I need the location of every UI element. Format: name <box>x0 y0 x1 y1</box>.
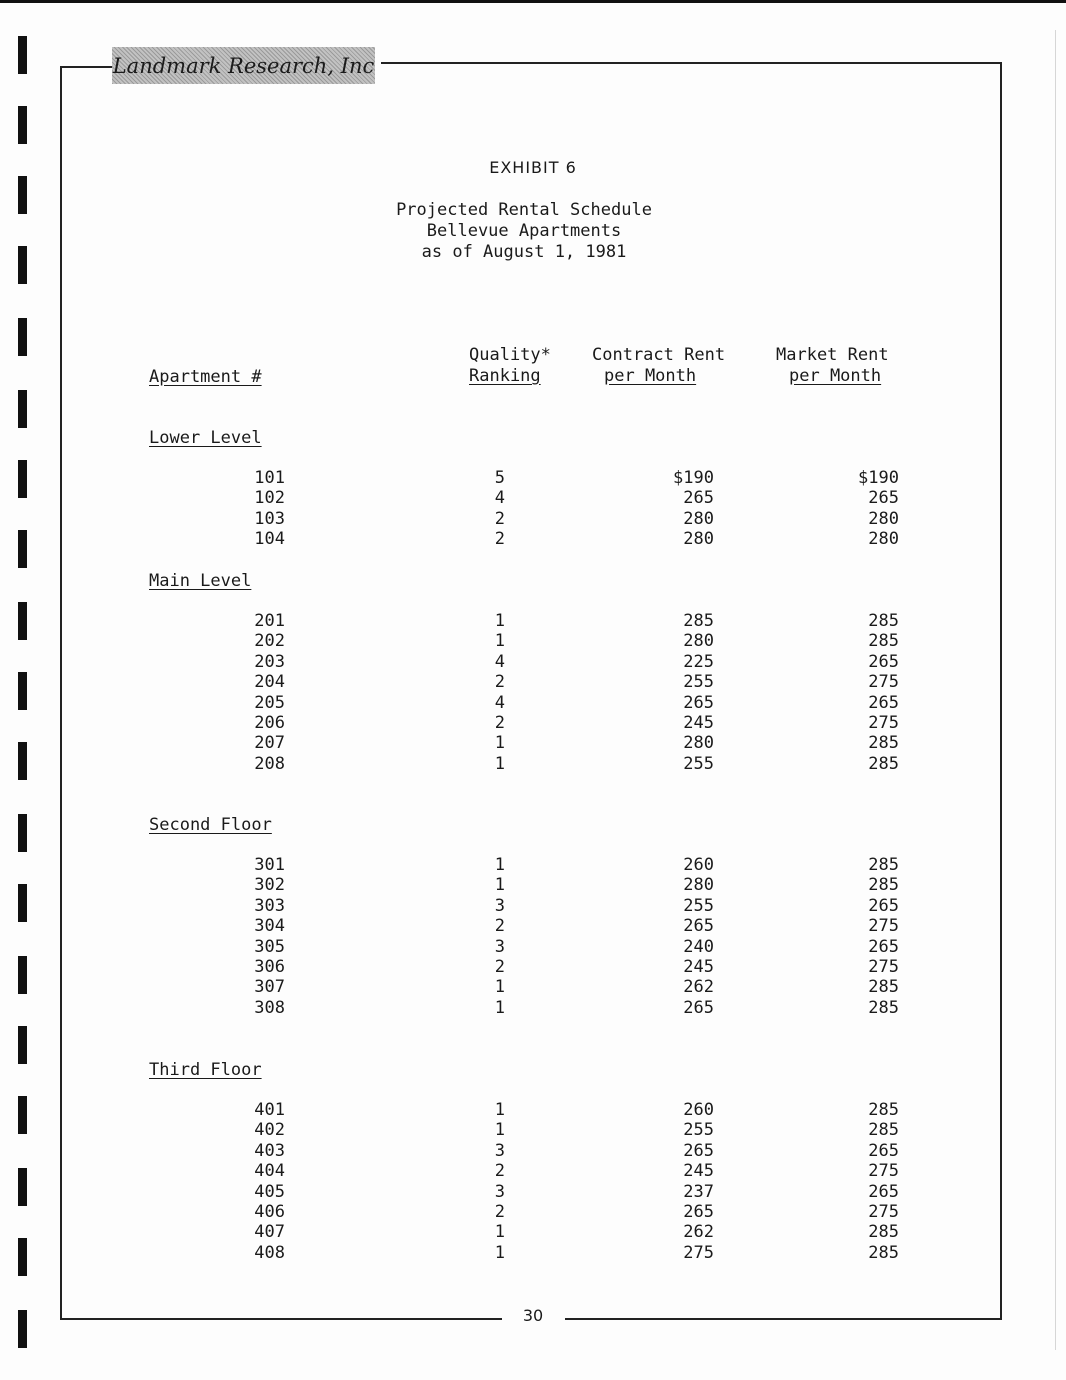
contract-rent-cell: 265 <box>683 488 714 509</box>
quality-ranking-cell: 2 <box>494 508 505 529</box>
binding-hole <box>18 956 27 994</box>
table-row <box>149 855 1019 875</box>
market-rent-cell: 265 <box>868 936 899 957</box>
quality-ranking-cell: 2 <box>494 916 505 937</box>
column-header-ranking: Ranking <box>469 366 541 386</box>
schedule-title: Projected Rental Schedule <box>396 200 652 220</box>
table-row <box>149 488 1019 508</box>
market-rent-cell: 285 <box>868 1100 899 1120</box>
table-row <box>149 611 1019 631</box>
contract-rent-cell: 240 <box>683 936 714 957</box>
table-row <box>149 1141 1019 1161</box>
quality-ranking-cell: 3 <box>494 936 505 957</box>
market-rent-cell: 265 <box>868 651 899 672</box>
market-rent-cell: 285 <box>868 977 899 998</box>
apartment-number-cell: 308 <box>254 997 285 1018</box>
quality-ranking-cell: 1 <box>494 631 505 652</box>
binding-hole <box>18 742 27 780</box>
market-rent-cell: 285 <box>868 1242 899 1263</box>
contract-rent-cell: 262 <box>683 1222 714 1243</box>
market-rent-cell: 285 <box>868 733 899 754</box>
quality-ranking-cell: 4 <box>494 692 505 713</box>
market-rent-cell: 280 <box>868 529 899 550</box>
binding-hole <box>18 602 27 640</box>
section-label: Main Level <box>149 571 252 591</box>
quality-ranking-cell: 1 <box>494 1222 505 1243</box>
binding-hole <box>18 390 27 428</box>
contract-rent-cell: 245 <box>683 712 714 733</box>
market-rent-cell: 265 <box>868 895 899 916</box>
quality-ranking-cell: 1 <box>494 977 505 998</box>
contract-rent-cell: 260 <box>683 1100 714 1120</box>
table-row <box>149 509 1019 529</box>
column-header-market-per-month: per Month <box>789 366 882 386</box>
table-row <box>149 713 1019 733</box>
apartment-number-cell: 301 <box>254 855 285 875</box>
table-row <box>149 1120 1019 1140</box>
apartment-number-cell: 207 <box>254 733 285 754</box>
apartment-number-cell: 302 <box>254 875 285 896</box>
contract-rent-cell: 275 <box>683 1242 714 1263</box>
binding-hole <box>18 1238 27 1276</box>
rental-rows <box>149 1100 1019 1263</box>
quality-ranking-cell: 4 <box>494 651 505 672</box>
apartment-number-cell: 405 <box>254 1181 285 1202</box>
table-row <box>149 916 1019 936</box>
page-number: 30 <box>522 1306 544 1325</box>
binding-hole <box>18 1310 27 1348</box>
contract-rent-cell: 265 <box>683 1140 714 1161</box>
column-header-contract-per-month: per Month <box>604 366 697 386</box>
market-rent-cell: 275 <box>868 712 899 733</box>
quality-ranking-cell: 2 <box>494 712 505 733</box>
market-rent-cell: 285 <box>868 997 899 1018</box>
binding-hole <box>18 884 27 922</box>
quality-ranking-cell: 1 <box>494 733 505 754</box>
market-rent-cell: 265 <box>868 1140 899 1161</box>
table-row <box>149 1222 1019 1242</box>
table-row <box>149 1100 1019 1120</box>
apartment-number-cell: 206 <box>254 712 285 733</box>
contract-rent-cell: 285 <box>683 611 714 631</box>
market-rent-cell: $190 <box>858 468 899 488</box>
quality-ranking-cell: 1 <box>494 753 505 774</box>
market-rent-cell: 285 <box>868 1120 899 1141</box>
market-rent-cell: 285 <box>868 631 899 652</box>
apartment-number-cell: 204 <box>254 672 285 693</box>
quality-ranking-cell: 2 <box>494 1161 505 1182</box>
table-row <box>149 1182 1019 1202</box>
table-row <box>149 693 1019 713</box>
contract-rent-cell: 280 <box>683 733 714 754</box>
contract-rent-cell: $190 <box>673 468 714 488</box>
company-logo-text: Landmark Research, Inc <box>112 53 375 78</box>
column-header-quality: Quality* <box>469 345 551 365</box>
quality-ranking-cell: 3 <box>494 1181 505 1202</box>
binding-hole <box>18 814 27 852</box>
rental-rows <box>149 855 1019 1018</box>
contract-rent-cell: 255 <box>683 672 714 693</box>
contract-rent-cell: 280 <box>683 508 714 529</box>
frame-border-bottom-left <box>60 1318 502 1320</box>
column-header-apartment: Apartment # <box>149 367 262 387</box>
market-rent-cell: 285 <box>868 1222 899 1243</box>
binding-hole <box>18 246 27 284</box>
apartment-number-cell: 404 <box>254 1161 285 1182</box>
binding-hole <box>18 176 27 214</box>
frame-border-top-right <box>381 62 1002 64</box>
quality-ranking-cell: 2 <box>494 956 505 977</box>
table-row <box>149 754 1019 774</box>
quality-ranking-cell: 3 <box>494 895 505 916</box>
quality-ranking-cell: 1 <box>494 875 505 896</box>
property-name: Bellevue Apartments <box>426 221 622 241</box>
market-rent-cell: 265 <box>868 692 899 713</box>
binding-hole <box>18 36 27 74</box>
section-label: Third Floor <box>149 1060 262 1080</box>
rental-rows <box>149 611 1019 774</box>
rental-rows <box>149 468 1019 550</box>
column-header-market-rent: Market Rent <box>776 345 889 365</box>
market-rent-cell: 275 <box>868 916 899 937</box>
frame-border-top-left <box>60 66 112 68</box>
contract-rent-cell: 255 <box>683 1120 714 1141</box>
table-row <box>149 672 1019 692</box>
table-row <box>149 896 1019 916</box>
quality-ranking-cell: 1 <box>494 997 505 1018</box>
column-header-contract-rent: Contract Rent <box>592 345 726 365</box>
contract-rent-cell: 265 <box>683 997 714 1018</box>
apartment-number-cell: 201 <box>254 611 285 631</box>
schedule-date: as of August 1, 1981 <box>421 242 627 262</box>
quality-ranking-cell: 1 <box>494 855 505 875</box>
apartment-number-cell: 407 <box>254 1222 285 1243</box>
market-rent-cell: 285 <box>868 855 899 875</box>
contract-rent-cell: 265 <box>683 916 714 937</box>
market-rent-cell: 285 <box>868 611 899 631</box>
frame-border-bottom-right <box>565 1318 1002 1320</box>
binding-hole <box>18 1168 27 1206</box>
table-row <box>149 733 1019 753</box>
apartment-number-cell: 104 <box>254 529 285 550</box>
contract-rent-cell: 255 <box>683 895 714 916</box>
market-rent-cell: 285 <box>868 753 899 774</box>
apartment-number-cell: 307 <box>254 977 285 998</box>
table-row <box>149 1202 1019 1222</box>
quality-ranking-cell: 2 <box>494 1201 505 1222</box>
market-rent-cell: 280 <box>868 508 899 529</box>
contract-rent-cell: 280 <box>683 529 714 550</box>
table-row <box>149 875 1019 895</box>
apartment-number-cell: 303 <box>254 895 285 916</box>
quality-ranking-cell: 1 <box>494 1100 505 1120</box>
market-rent-cell: 265 <box>868 1181 899 1202</box>
contract-rent-cell: 265 <box>683 1201 714 1222</box>
apartment-number-cell: 304 <box>254 916 285 937</box>
apartment-number-cell: 101 <box>254 468 285 488</box>
apartment-number-cell: 103 <box>254 508 285 529</box>
quality-ranking-cell: 1 <box>494 1120 505 1141</box>
exhibit-heading: EXHIBIT 6 <box>489 158 577 177</box>
table-row <box>149 1243 1019 1263</box>
binding-hole <box>18 530 27 568</box>
apartment-number-cell: 408 <box>254 1242 285 1263</box>
binding-hole <box>18 1026 27 1064</box>
market-rent-cell: 275 <box>868 956 899 977</box>
top-edge-rule <box>0 0 1066 3</box>
contract-rent-cell: 265 <box>683 692 714 713</box>
contract-rent-cell: 245 <box>683 1161 714 1182</box>
market-rent-cell: 265 <box>868 488 899 509</box>
apartment-number-cell: 208 <box>254 753 285 774</box>
apartment-number-cell: 305 <box>254 936 285 957</box>
quality-ranking-cell: 2 <box>494 672 505 693</box>
apartment-number-cell: 205 <box>254 692 285 713</box>
apartment-number-cell: 403 <box>254 1140 285 1161</box>
quality-ranking-cell: 5 <box>494 468 505 488</box>
table-row <box>149 998 1019 1018</box>
contract-rent-cell: 255 <box>683 753 714 774</box>
apartment-number-cell: 203 <box>254 651 285 672</box>
apartment-number-cell: 102 <box>254 488 285 509</box>
binding-holes <box>18 0 28 1380</box>
apartment-number-cell: 306 <box>254 956 285 977</box>
contract-rent-cell: 280 <box>683 631 714 652</box>
market-rent-cell: 285 <box>868 875 899 896</box>
contract-rent-cell: 260 <box>683 855 714 875</box>
contract-rent-cell: 245 <box>683 956 714 977</box>
binding-hole <box>18 460 27 498</box>
quality-ranking-cell: 2 <box>494 529 505 550</box>
quality-ranking-cell: 3 <box>494 1140 505 1161</box>
section-label: Lower Level <box>149 428 262 448</box>
apartment-number-cell: 202 <box>254 631 285 652</box>
contract-rent-cell: 237 <box>683 1181 714 1202</box>
table-row <box>149 652 1019 672</box>
table-row <box>149 937 1019 957</box>
quality-ranking-cell: 4 <box>494 488 505 509</box>
quality-ranking-cell: 1 <box>494 611 505 631</box>
binding-hole <box>18 672 27 710</box>
company-logo <box>112 47 375 84</box>
table-row <box>149 957 1019 977</box>
quality-ranking-cell: 1 <box>494 1242 505 1263</box>
market-rent-cell: 275 <box>868 1201 899 1222</box>
binding-hole <box>18 1096 27 1134</box>
contract-rent-cell: 262 <box>683 977 714 998</box>
apartment-number-cell: 402 <box>254 1120 285 1141</box>
table-row <box>149 977 1019 997</box>
contract-rent-cell: 225 <box>683 651 714 672</box>
binding-hole <box>18 106 27 144</box>
contract-rent-cell: 280 <box>683 875 714 896</box>
table-row <box>149 1161 1019 1181</box>
table-row <box>149 631 1019 651</box>
market-rent-cell: 275 <box>868 1161 899 1182</box>
page-right-edge <box>1055 30 1056 1350</box>
apartment-number-cell: 401 <box>254 1100 285 1120</box>
table-row <box>149 529 1019 549</box>
section-label: Second Floor <box>149 815 272 835</box>
table-row <box>149 468 1019 488</box>
apartment-number-cell: 406 <box>254 1201 285 1222</box>
market-rent-cell: 275 <box>868 672 899 693</box>
binding-hole <box>18 318 27 356</box>
frame-border-left <box>60 66 62 1320</box>
